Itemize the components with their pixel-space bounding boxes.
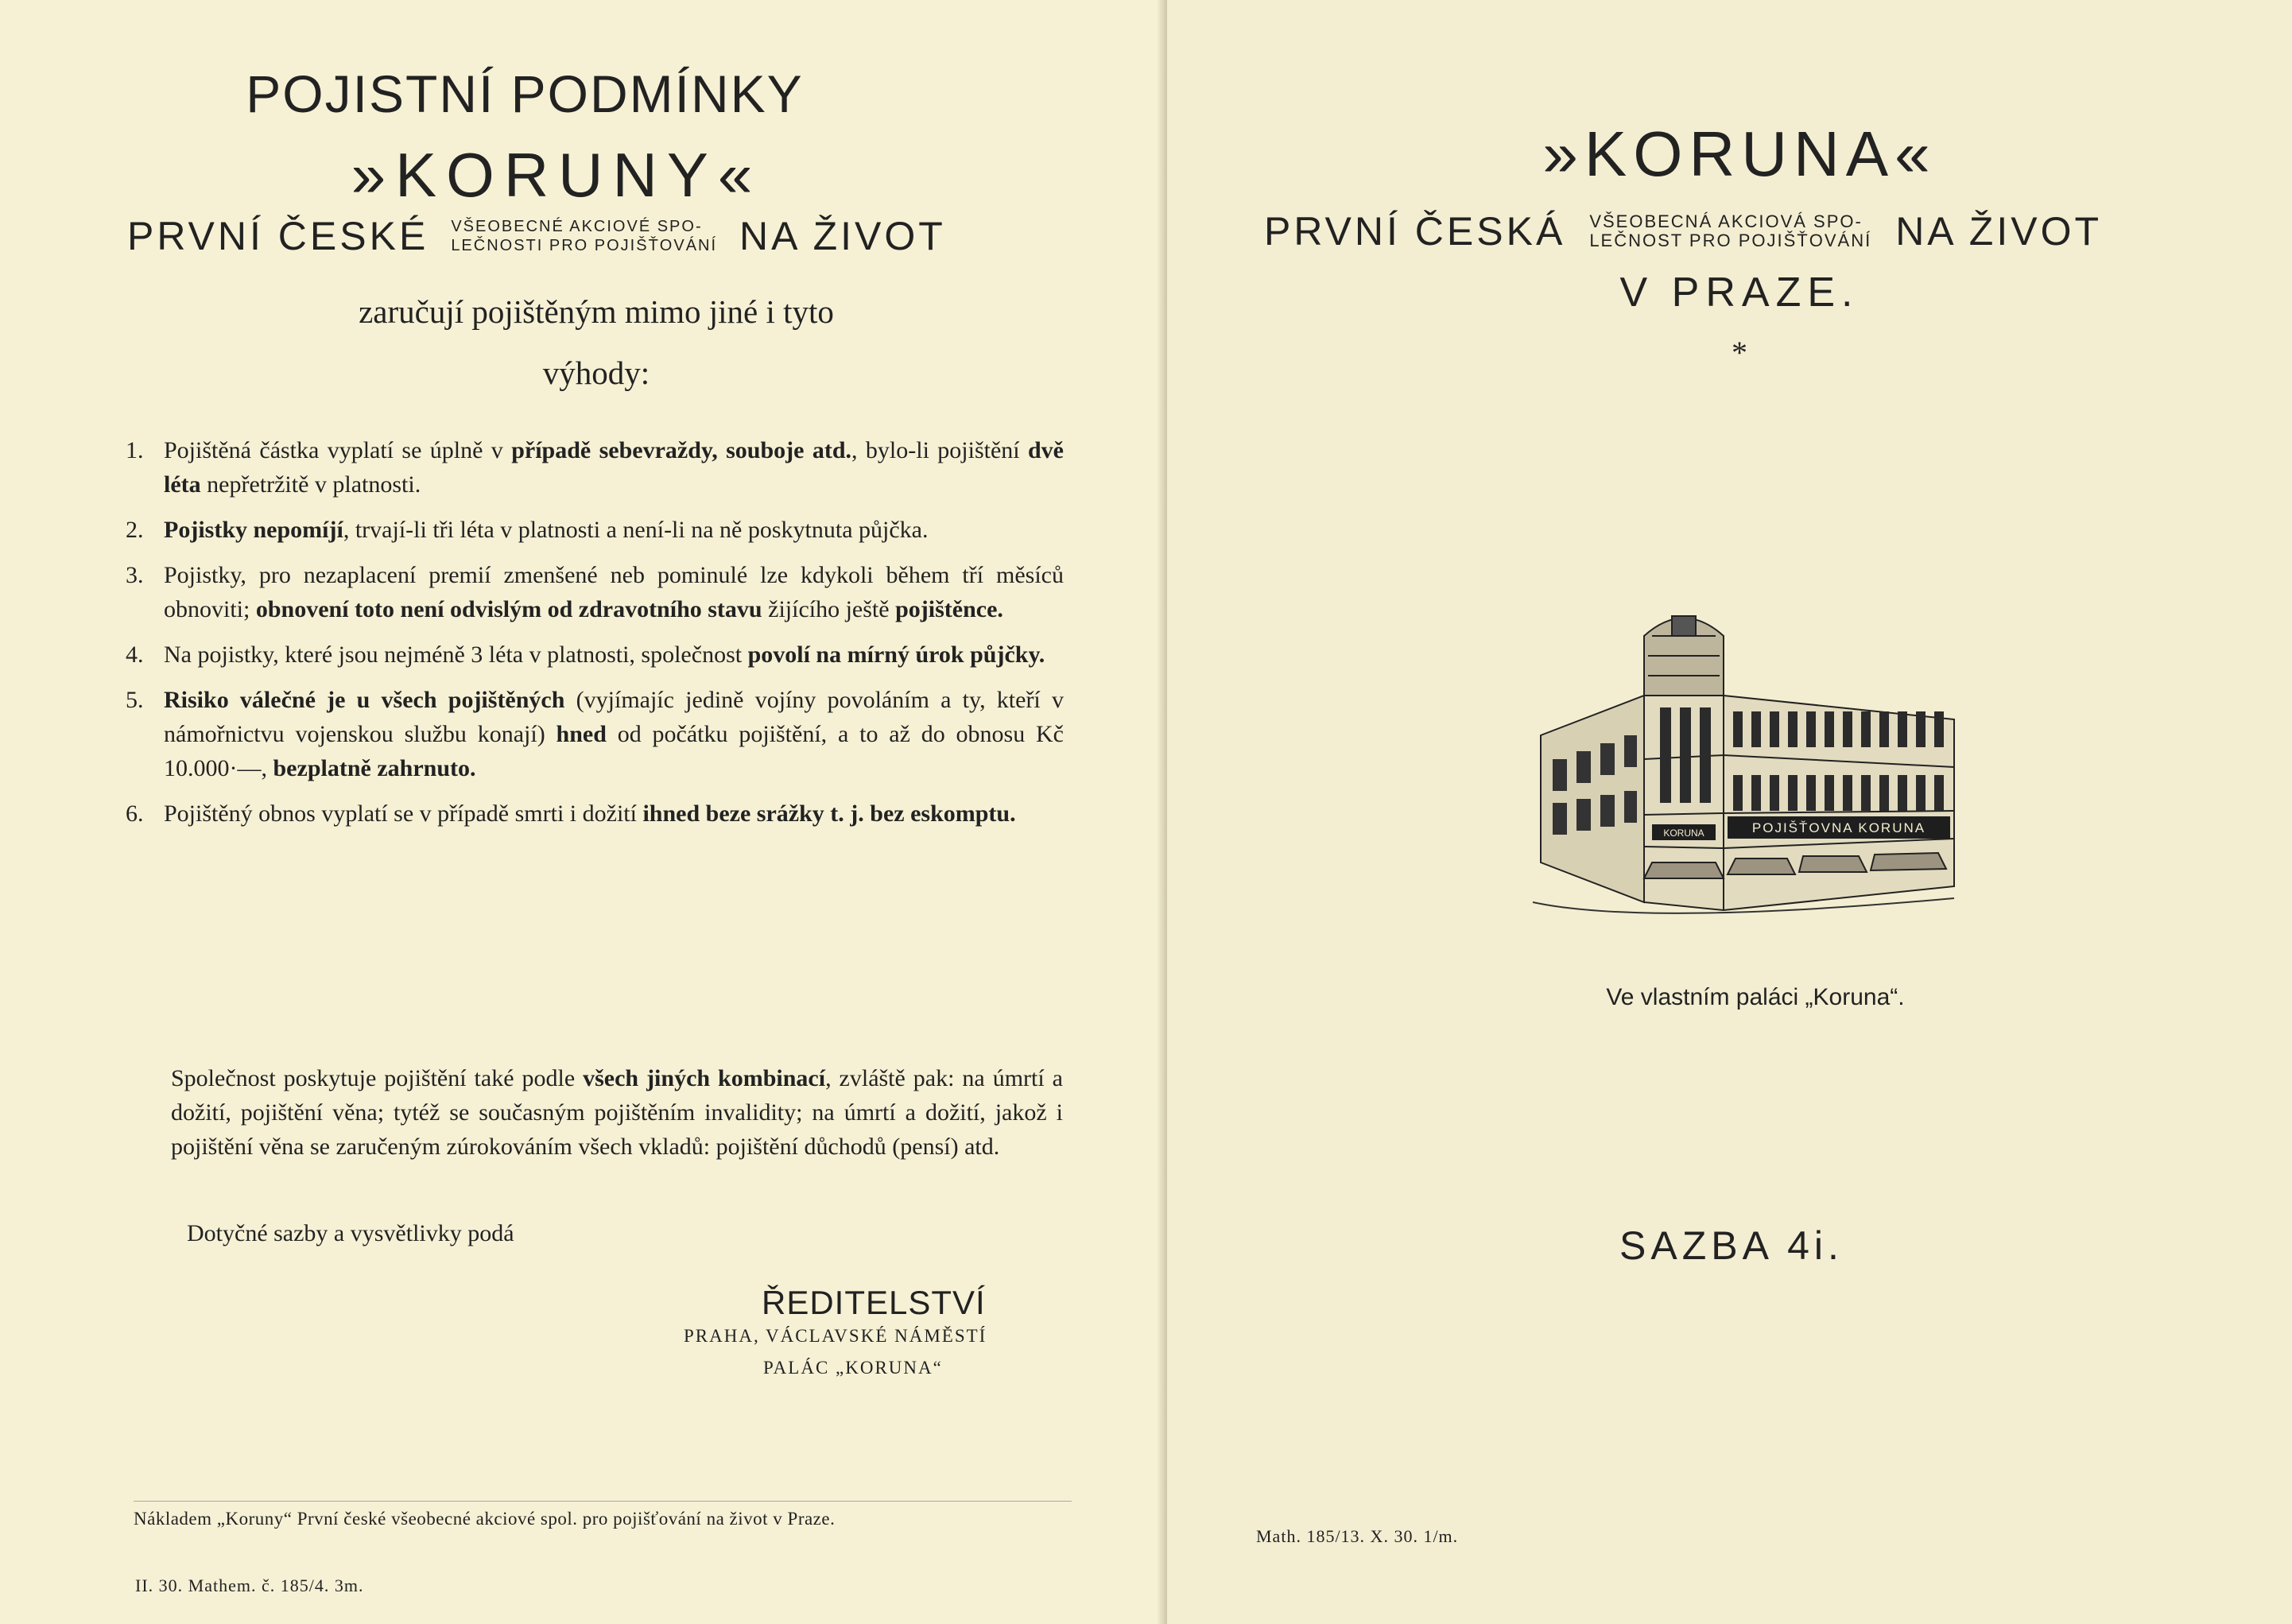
palace-window xyxy=(1898,775,1907,811)
benefit-text-bold: hned xyxy=(556,721,607,747)
company-small-right xyxy=(1589,212,1871,250)
closing-paragraph xyxy=(171,1061,1063,1164)
conditions-title: POJISTNÍ PODMÍNKY xyxy=(246,64,804,123)
tower-window xyxy=(1680,707,1691,803)
publisher-note: Nákladem „Koruny“ První české všeobecné akciové spol. pro pojišťování na život v Praze. xyxy=(134,1509,836,1529)
benefit-text xyxy=(164,796,1064,831)
palace-window xyxy=(1934,711,1944,747)
palace-window xyxy=(1879,711,1889,747)
benefit-item xyxy=(126,558,1064,626)
company-small xyxy=(451,217,717,255)
benefit-text-bold: pojištěnce. xyxy=(895,596,1003,622)
palace-window xyxy=(1733,775,1743,811)
benefit-text xyxy=(164,558,1064,626)
palace-window xyxy=(1751,775,1761,811)
benefit-text-bold: Pojistky nepomíjí xyxy=(164,517,343,543)
koruna-title: »KORUNA« xyxy=(1542,118,1937,189)
palace-window xyxy=(1934,775,1944,811)
benefit-text-run: , bylo-li pojištění xyxy=(851,437,1028,463)
palace-window xyxy=(1879,775,1889,811)
palace-window xyxy=(1733,711,1743,747)
palace-window xyxy=(1751,711,1761,747)
benefit-number: 4. xyxy=(126,641,144,668)
palace-window xyxy=(1806,711,1816,747)
benefit-text xyxy=(164,638,1064,672)
city-line: V PRAZE. xyxy=(1619,269,1860,316)
benefit-text-bold: ihned beze srážky t. j. bez eskomptu. xyxy=(642,800,1016,827)
benefit-number: 6. xyxy=(126,800,144,827)
directorate: ŘEDITELSTVÍ xyxy=(762,1284,986,1321)
benefit-number: 2. xyxy=(126,517,144,543)
closing-text-run: Společnost poskytuje pojištění také podle xyxy=(171,1065,584,1091)
tower-window xyxy=(1660,707,1671,803)
palace-window xyxy=(1825,711,1834,747)
benefit-text-run: od počátku pojištění, a to až do obnosu Kč 10.000·—, xyxy=(164,721,1064,781)
palace-sign-text: POJIŠŤOVNA KORUNA xyxy=(1751,820,1926,835)
benefit-text-run: , trvají-li tři léta v platnosti a není-li na ně poskytnuta půjčka. xyxy=(343,517,929,543)
footer-divider xyxy=(134,1501,1072,1502)
rate-label: SAZBA 4i. xyxy=(1619,1223,1844,1268)
print-reference-left: II. 30. Mathem. č. 185/4. 3m. xyxy=(135,1576,364,1595)
benefit-number: 3. xyxy=(126,562,144,588)
benefit-text xyxy=(164,513,1064,547)
benefit-item xyxy=(126,433,1064,502)
palace-window xyxy=(1916,775,1926,811)
benefit-text-run: nepřetržitě v platnosti. xyxy=(200,471,421,498)
palace-window xyxy=(1843,711,1852,747)
benefit-item xyxy=(126,796,1064,831)
benefit-text-bold: bezplatně zahrnuto. xyxy=(273,755,476,781)
koruny-title: »KORUNY« xyxy=(351,140,762,210)
company-tail: NA ŽIVOT xyxy=(739,214,946,258)
palace-window xyxy=(1806,775,1816,811)
palace-window xyxy=(1825,775,1834,811)
palace-window xyxy=(1861,775,1871,811)
benefit-text-run: Pojistky, pro nezaplacení premií zmenšené neb pominulé lze kdykoli během tří měsíců obnoviti; xyxy=(164,562,1064,622)
benefit-text-run: Pojištěný obnos vyplatí se v případě smrti i dožití xyxy=(164,800,643,827)
intro-line-2: výhody: xyxy=(542,355,650,391)
company-small-2: LEČNOSTI PRO POJIŠŤOVÁNÍ xyxy=(451,237,718,254)
palace-sign-small: KORUNA xyxy=(1663,828,1704,839)
palace-window xyxy=(1770,711,1779,747)
benefit-item xyxy=(126,638,1064,672)
company-small-right-1: VŠEOBECNÁ AKCIOVÁ SPO- xyxy=(1589,211,1863,231)
palace-window xyxy=(1898,711,1907,747)
koruna-palace-illustration xyxy=(1525,600,1970,934)
company-lead-right: PRVNÍ ČESKÁ xyxy=(1264,209,1566,254)
benefits-list xyxy=(126,433,1064,842)
palace-window xyxy=(1861,711,1871,747)
benefit-text-bold: dvě léta xyxy=(164,437,1064,498)
benefit-text xyxy=(164,683,1064,785)
benefit-number: 1. xyxy=(126,437,144,463)
benefit-text-run: Na pojistky, které jsou nejméně 3 léta v platnosti, společnost xyxy=(164,641,748,668)
benefit-item xyxy=(126,683,1064,785)
palace-window xyxy=(1788,711,1798,747)
company-lead: PRVNÍ ČESKÉ xyxy=(127,214,429,258)
company-small-1: VŠEOBECNÉ AKCIOVÉ SPO- xyxy=(451,218,703,235)
benefit-text-bold: obnovení toto není odvislým od zdravotního stavu xyxy=(255,596,762,622)
right-page xyxy=(1167,0,2292,1624)
company-line-right xyxy=(1264,208,2282,254)
intro-line-1: zaručují pojištěným mimo jiné i tyto xyxy=(359,293,834,330)
benefit-text-bold: povolí na mírný úrok půjčky. xyxy=(747,641,1045,668)
benefit-text-run: žijícího ještě xyxy=(762,596,896,622)
address-line-1: PRAHA, VÁCLAVSKÉ NÁMĚSTÍ xyxy=(684,1326,987,1346)
benefit-number: 5. xyxy=(126,687,144,713)
closing-text-run: , zvláště pak: na úmrtí a dožití, pojištění věna; tytéž se současným pojištěním invalidity; na úmrtí a dožití, jakož i pojištění věna se zaručeným zúrokováním všech vkladů: pojištění důchodů (pensí) atd. xyxy=(171,1065,1063,1160)
benefit-item xyxy=(126,513,1064,547)
benefit-text-bold: případě sebevraždy, souboje atd. xyxy=(511,437,852,463)
company-line xyxy=(127,213,1065,259)
illustration-caption: Ve vlastním paláci „Koruna“. xyxy=(1606,984,1905,1010)
asterisk-ornament: * xyxy=(1732,335,1747,370)
benefit-text-run: Pojištěná částka vyplatí se úplně v xyxy=(164,437,512,463)
address-line-2: PALÁC „KORUNA“ xyxy=(763,1358,943,1378)
palace-window xyxy=(1788,775,1798,811)
benefit-text-run: (vyjímajíc jedině vojíny povoláním a ty, kteří v námořnictvu vojenskou službu konají) xyxy=(164,687,1064,747)
palace-window xyxy=(1843,775,1852,811)
palace-window xyxy=(1916,711,1926,747)
tower-window xyxy=(1700,707,1711,803)
rates-note: Dotyčné sazby a vysvětlivky podá xyxy=(187,1220,514,1246)
company-tail-right: NA ŽIVOT xyxy=(1895,209,2103,254)
company-small-right-2: LEČNOST PRO POJIŠŤOVÁNÍ xyxy=(1589,231,1872,250)
palace-window xyxy=(1770,775,1779,811)
benefit-text-bold: Risiko válečné je u všech pojištěných xyxy=(164,687,565,713)
benefit-text xyxy=(164,433,1064,502)
closing-text-bold: všech jiných kombinací xyxy=(583,1065,826,1091)
print-reference-right: Math. 185/13. X. 30. 1/m. xyxy=(1256,1526,1459,1546)
